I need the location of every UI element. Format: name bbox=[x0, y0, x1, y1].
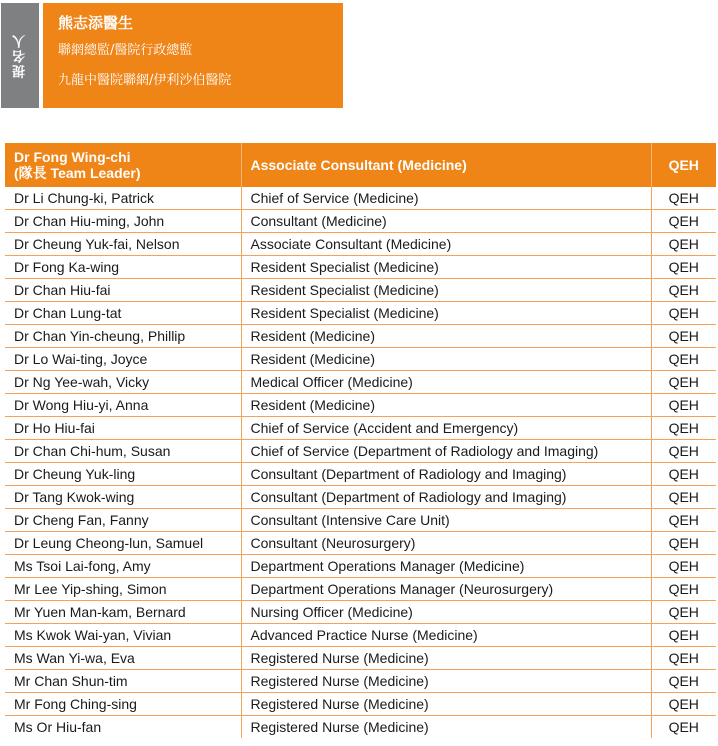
member-position: Resident Specialist (Medicine) bbox=[241, 302, 651, 325]
member-hospital: QEH bbox=[651, 486, 716, 509]
member-name: Mr Fong Ching-sing bbox=[5, 693, 241, 716]
member-position: Chief of Service (Department of Radiology and Imaging) bbox=[241, 440, 651, 463]
member-hospital: QEH bbox=[651, 670, 716, 693]
member-position: Resident Specialist (Medicine) bbox=[241, 256, 651, 279]
leader-position: Associate Consultant (Medicine) bbox=[241, 143, 651, 187]
table-row bbox=[5, 394, 716, 417]
member-position: Registered Nurse (Medicine) bbox=[241, 693, 651, 716]
member-hospital: QEH bbox=[651, 555, 716, 578]
member-name: Dr Tang Kwok-wing bbox=[5, 486, 241, 509]
member-name: Dr Leung Cheong-lun, Samuel bbox=[5, 532, 241, 555]
table-row bbox=[5, 302, 716, 325]
table-row bbox=[5, 256, 716, 279]
member-name: Ms Wan Yi-wa, Eva bbox=[5, 647, 241, 670]
member-position: Resident (Medicine) bbox=[241, 394, 651, 417]
member-name: Dr Ng Yee-wah, Vicky bbox=[5, 371, 241, 394]
table-row bbox=[5, 440, 716, 463]
table-row bbox=[5, 601, 716, 624]
table-row bbox=[5, 417, 716, 440]
member-name: Dr Fong Ka-wing bbox=[5, 256, 241, 279]
table-row bbox=[5, 509, 716, 532]
table-row bbox=[5, 578, 716, 601]
nominator-tab-label: 提名人 bbox=[12, 33, 28, 78]
nominator-tab bbox=[1, 3, 39, 108]
table-row bbox=[5, 555, 716, 578]
member-hospital: QEH bbox=[651, 578, 716, 601]
team-table bbox=[5, 143, 716, 738]
member-name: Dr Lo Wai-ting, Joyce bbox=[5, 348, 241, 371]
member-hospital: QEH bbox=[651, 624, 716, 647]
member-position: Associate Consultant (Medicine) bbox=[241, 233, 651, 256]
member-hospital: QEH bbox=[651, 509, 716, 532]
table-row bbox=[5, 210, 716, 233]
table-row bbox=[5, 279, 716, 302]
leader-hospital: QEH bbox=[651, 143, 716, 187]
member-name: Mr Chan Shun-tim bbox=[5, 670, 241, 693]
leader-name: Dr Fong Wing-chi bbox=[14, 149, 131, 165]
member-name: Dr Chan Lung-tat bbox=[5, 302, 241, 325]
member-name: Ms Or Hiu-fan bbox=[5, 716, 241, 739]
member-position: Advanced Practice Nurse (Medicine) bbox=[241, 624, 651, 647]
table-row bbox=[5, 624, 716, 647]
member-hospital: QEH bbox=[651, 647, 716, 670]
member-hospital: QEH bbox=[651, 417, 716, 440]
member-hospital: QEH bbox=[668, 719, 699, 735]
nominator-box bbox=[43, 3, 343, 108]
table-row bbox=[5, 371, 716, 394]
member-name: Dr Chan Yin-cheung, Phillip bbox=[5, 325, 241, 348]
member-position: Resident Specialist (Medicine) bbox=[241, 279, 651, 302]
member-hospital: QEH bbox=[651, 187, 716, 210]
member-name: Dr Chan Hiu-fai bbox=[5, 279, 241, 302]
member-name: Ms Tsoi Lai-fong, Amy bbox=[5, 555, 241, 578]
member-position: Consultant (Department of Radiology and Imaging) bbox=[241, 486, 651, 509]
member-hospital: QEH bbox=[651, 210, 716, 233]
member-hospital: QEH bbox=[651, 256, 716, 279]
nominator-name: 熊志添醫生 bbox=[58, 14, 134, 32]
member-hospital: QEH bbox=[651, 302, 716, 325]
member-name: Dr Chan Chi-hum, Susan bbox=[5, 440, 241, 463]
member-position: Chief of Service (Medicine) bbox=[241, 187, 651, 210]
member-hospital: QEH bbox=[651, 394, 716, 417]
member-position: Resident (Medicine) bbox=[241, 348, 651, 371]
table-row bbox=[5, 348, 716, 371]
member-position: Nursing Officer (Medicine) bbox=[241, 601, 651, 624]
table-row bbox=[5, 670, 716, 693]
leader-cell bbox=[5, 143, 241, 187]
table-row bbox=[5, 325, 716, 348]
member-position: Registered Nurse (Medicine) bbox=[241, 670, 651, 693]
member-name: Dr Cheung Yuk-ling bbox=[5, 463, 241, 486]
member-name: Dr Li Chung-ki, Patrick bbox=[5, 187, 241, 210]
member-hospital: QEH bbox=[651, 693, 716, 716]
member-hospital: QEH bbox=[651, 233, 716, 256]
table-row bbox=[5, 647, 716, 670]
member-name: Ms Kwok Wai-yan, Vivian bbox=[5, 624, 241, 647]
member-position: Registered Nurse (Medicine) bbox=[241, 647, 651, 670]
member-name: Dr Chan Hiu-ming, John bbox=[5, 210, 241, 233]
member-hospital: QEH bbox=[651, 348, 716, 371]
member-hospital: QEH bbox=[651, 463, 716, 486]
member-name: Dr Ho Hiu-fai bbox=[5, 417, 241, 440]
member-hospital: QEH bbox=[651, 325, 716, 348]
table-row bbox=[5, 693, 716, 716]
member-name: Dr Cheung Yuk-fai, Nelson bbox=[5, 233, 241, 256]
member-name: Dr Cheng Fan, Fanny bbox=[5, 509, 241, 532]
nominator-cluster: 九龍中醫院聯網/伊利沙伯醫院 bbox=[58, 73, 232, 88]
leader-role-tag: (隊長 Team Leader) bbox=[14, 165, 141, 181]
table-row bbox=[5, 463, 716, 486]
member-name: Dr Wong Hiu-yi, Anna bbox=[5, 394, 241, 417]
nominator-title: 聯網總監/醫院行政總監 bbox=[58, 43, 193, 58]
member-position: Consultant (Department of Radiology and Imaging) bbox=[241, 463, 651, 486]
member-position: Department Operations Manager (Neurosurgery) bbox=[241, 578, 651, 601]
table-row bbox=[5, 233, 716, 256]
member-position: Consultant (Medicine) bbox=[241, 210, 651, 233]
table-row bbox=[5, 716, 716, 739]
member-position: Registered Nurse (Medicine) bbox=[241, 716, 651, 739]
table-row bbox=[5, 532, 716, 555]
member-position: Consultant (Intensive Care Unit) bbox=[241, 509, 651, 532]
member-position: Resident (Medicine) bbox=[241, 325, 651, 348]
member-position: Consultant (Neurosurgery) bbox=[241, 532, 651, 555]
member-position: Chief of Service (Accident and Emergency) bbox=[241, 417, 651, 440]
team-leader-row bbox=[5, 143, 716, 187]
member-hospital: QEH bbox=[651, 279, 716, 302]
member-hospital: QEH bbox=[651, 440, 716, 463]
member-name: Mr Yuen Man-kam, Bernard bbox=[5, 601, 241, 624]
member-hospital: QEH bbox=[651, 371, 716, 394]
member-hospital: QEH bbox=[651, 601, 716, 624]
member-name: Mr Lee Yip-shing, Simon bbox=[5, 578, 241, 601]
member-hospital: QEH bbox=[651, 532, 716, 555]
table-row bbox=[5, 486, 716, 509]
table-row bbox=[5, 187, 716, 210]
member-position: Medical Officer (Medicine) bbox=[241, 371, 651, 394]
member-position: Department Operations Manager (Medicine) bbox=[241, 555, 651, 578]
